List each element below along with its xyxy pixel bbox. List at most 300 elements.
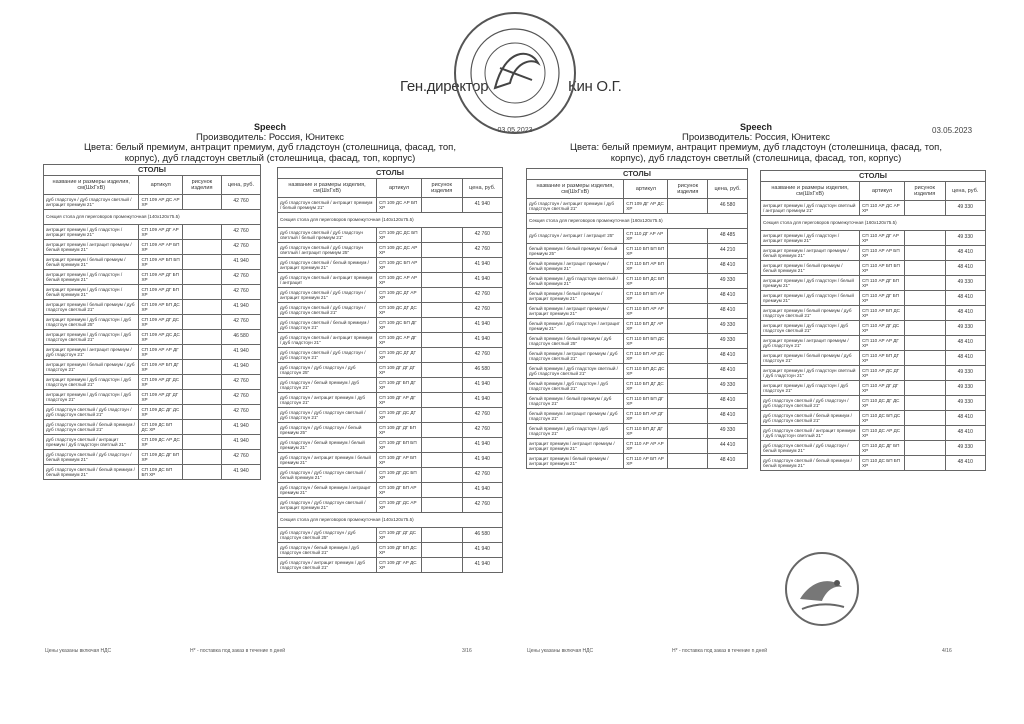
product-image (668, 439, 708, 454)
article-code: СП 109 ДГ ДГ ДС ХР (377, 528, 422, 543)
product-name: дуб гладстоун светлый / дуб гладстоун / антрацит премиум 21" (278, 288, 377, 303)
article-code: СП 109 ДС БП БП ХР (139, 465, 182, 480)
table-row (527, 394, 748, 409)
product-name: белый премиум / дуб гладстоун / дуб гладстоун светлый 21" (527, 379, 624, 394)
table-row (761, 381, 986, 396)
article-code: СП 110 БП АР БП ХР (624, 259, 668, 274)
product-name: антрацит премиум / дуб гладстоун светлый / дуб гладстоун 21" (761, 366, 860, 381)
table-row (44, 300, 261, 315)
section-label: Секция стола для переговоров промежуточная (160х120х75.5) (761, 216, 986, 231)
table-row (278, 468, 503, 483)
footer-order-note: Н* - поставка под заказ в течение n дней (672, 648, 768, 654)
table-row (278, 393, 503, 408)
table-row (527, 454, 748, 469)
article-code: СП 109 ДГ ДС БП ХР (377, 468, 422, 483)
article-code: СП 110 АР ДС АР ХР (860, 201, 905, 216)
section-label: Секция стола для переговоров промежуточная (160х120х75.5) (527, 214, 748, 229)
price: 41 940 (462, 558, 503, 573)
price: 49 330 (708, 424, 748, 439)
product-name: дуб гладстоун светлый / антрацит премиум / антрацит (278, 273, 377, 288)
product-image (905, 291, 946, 306)
price: 49 330 (945, 321, 986, 336)
table-row (761, 291, 986, 306)
product-name: дуб гладстоун светлый / антрацит премиум / белый премиум 21" (278, 198, 377, 213)
price-page-right (520, 122, 992, 662)
price-page-left (32, 122, 508, 662)
product-name: дуб гладстоун / антрацит премиум / белый премиум 21" (278, 453, 377, 468)
table-section-row (761, 216, 986, 231)
product-name: белый премиум / антрацит премиум / дуб гладстоун светлый 21" (527, 349, 624, 364)
article-code: СП 109 ДС ДГ ДС ХР (377, 303, 422, 318)
product-image (422, 258, 463, 273)
price: 42 760 (221, 375, 260, 390)
product-image (668, 334, 708, 349)
article-code: СП 109 ДГ БП ДС ХР (377, 543, 422, 558)
product-image (668, 454, 708, 469)
price: 42 760 (221, 315, 260, 330)
manufacturer-line: Производитель: Россия, Юнитекс (681, 131, 831, 143)
price: 49 330 (708, 319, 748, 334)
article-code: СП 109 АР ДГ ДГ ХР (139, 390, 182, 405)
price: 48 410 (708, 454, 748, 469)
table-section-row (44, 210, 261, 225)
price: 48 410 (708, 289, 748, 304)
document-date: 03.05.2023 (932, 126, 973, 135)
article-code: СП 109 ДС АР ДС ХР (139, 435, 182, 450)
price: 48 410 (708, 349, 748, 364)
product-image (422, 333, 463, 348)
article-code: СП 109 АР ДГ АР ХР (139, 225, 182, 240)
page-number: 3/16 (462, 648, 472, 654)
product-name: белый премиум / антрацит премиум / антрацит премиум 21" (527, 304, 624, 319)
product-name: дуб гладстоун светлый / белый премиум / дуб гладстоун 21" (278, 318, 377, 333)
table-row (761, 276, 986, 291)
article-code: СП 109 АР ДС АР ХР (139, 195, 182, 210)
product-name: дуб гладстоун светлый / антрацит премиум / дуб гладстоун светлый 21" (44, 435, 139, 450)
table-row (761, 261, 986, 276)
article-code: СП 110 АР ДГ АР ХР (860, 231, 905, 246)
price: 49 330 (945, 231, 986, 246)
article-code: СП 109 АР АР ДГ ХР (139, 345, 182, 360)
table-row (278, 258, 503, 273)
article-code: СП 110 ДС ДГ БП ХР (860, 441, 905, 456)
article-code: СП 109 ДГ АР БП ХР (377, 453, 422, 468)
product-name: антрацит премиум / дуб гладстоун / белый премиум 21" (761, 276, 860, 291)
product-name: дуб гладстоун / антрацит премиум / дуб гладстоун светлый 21" (527, 199, 624, 214)
product-image (422, 288, 463, 303)
brand-title: Speech (253, 122, 286, 132)
table-row (527, 244, 748, 259)
column-header: рисунок изделия (182, 176, 221, 195)
product-image (422, 243, 463, 258)
table-row (278, 273, 503, 288)
product-image (905, 306, 946, 321)
product-name: белый премиум / антрацит премиум / белый премиум 21" (527, 259, 624, 274)
product-image (668, 274, 708, 289)
product-name: дуб гладстоун / дуб гладстоун / дуб гладстоун светлый 25" (278, 528, 377, 543)
colors-line-1: Цвета: белый премиум, антрацит премиум, дуб гладстоун (столешница, фасад, топ, (84, 142, 456, 153)
article-code: СП 110 ДС ДГ ДС ХР (860, 396, 905, 411)
product-image (668, 199, 708, 214)
product-image (668, 244, 708, 259)
product-name: дуб гладстоун светлый / дуб гладстоун / дуб гладстоун светлый 21" (278, 303, 377, 318)
price: 49 330 (708, 334, 748, 349)
table-row (44, 420, 261, 435)
page-header (520, 122, 992, 164)
product-image (422, 438, 463, 453)
product-image (905, 231, 946, 246)
table-row (44, 360, 261, 375)
price: 48 410 (945, 246, 986, 261)
product-image (668, 229, 708, 244)
article-code: СП 110 БП БП ДГ ХР (624, 394, 668, 409)
product-name: дуб гладстоун светлый / дуб гладстоун / дуб гладстоун 21" (278, 348, 377, 363)
product-name: дуб гладстоун светлый / дуб гладстоун / белый премиум 21" (44, 450, 139, 465)
article-code: СП 110 БП ДС БП ХР (624, 274, 668, 289)
product-image (905, 366, 946, 381)
price: 48 410 (945, 336, 986, 351)
article-code: СП 109 ДС БП АР ХР (377, 258, 422, 273)
product-name: дуб гладстоун светлый / дуб гладстоун светлый / антрацит премиум 25" (278, 243, 377, 258)
article-code: СП 109 ДГ ДС ДГ ХР (377, 408, 422, 423)
price: 41 940 (462, 543, 503, 558)
product-image (422, 468, 463, 483)
article-code: СП 110 БП ДГ АР ХР (624, 319, 668, 334)
article-code: СП 109 ДГ ДС АР ХР (377, 498, 422, 513)
product-image (905, 261, 946, 276)
table-row (278, 228, 503, 243)
table-row (761, 426, 986, 441)
product-image (422, 273, 463, 288)
product-name: дуб гладстоун / антрацит премиум / дуб гладстоун 21" (278, 393, 377, 408)
article-code: СП 110 БП ДС ДС ХР (624, 364, 668, 379)
product-image (668, 259, 708, 274)
article-code: СП 110 АР АР БП ХР (860, 246, 905, 261)
table-row (278, 318, 503, 333)
price: 48 410 (708, 304, 748, 319)
price-table (760, 170, 986, 471)
price: 41 940 (462, 273, 503, 288)
table-row (44, 405, 261, 420)
product-name: антрацит премиум / белый премиум / дуб гладстоун 21" (761, 351, 860, 366)
product-name: дуб гладстоун / белый премиум / дуб гладстоун светлый 21" (278, 543, 377, 558)
product-image (422, 498, 463, 513)
product-name: дуб гладстоун / дуб гладстоун светлый / антрацит премиум 21" (278, 498, 377, 513)
table-section-row (278, 213, 503, 228)
product-image (905, 426, 946, 441)
table-section-row (278, 513, 503, 528)
article-code: СП 110 АР ДС ДГ ХР (860, 366, 905, 381)
product-image (182, 330, 221, 345)
table-row (527, 334, 748, 349)
column-header: название и размеры изделия, см(ШхГхВ) (527, 180, 624, 199)
product-image (905, 201, 946, 216)
article-code: СП 109 ДС ДГ ДС ХР (139, 405, 182, 420)
table-row (278, 348, 503, 363)
product-name: белый премиум / белый премиум / белый премиум 25" (527, 244, 624, 259)
price: 46 580 (462, 528, 503, 543)
product-image (182, 360, 221, 375)
product-name: антрацит премиум / антрацит премиум / дуб гладстоун 21" (44, 345, 139, 360)
product-image (182, 450, 221, 465)
product-name: антрацит премиум / белый премиум / белый премиум 21" (44, 255, 139, 270)
table-row (527, 364, 748, 379)
product-name: антрацит премиум / белый премиум / антрацит премиум 21" (527, 454, 624, 469)
article-code: СП 110 БП ДГ ДС ХР (624, 379, 668, 394)
table-row (44, 330, 261, 345)
price: 41 940 (221, 345, 260, 360)
price: 42 760 (221, 240, 260, 255)
article-code: СП 110 ДС АР ДС ХР (860, 426, 905, 441)
article-code: СП 109 ДГ АР ДГ ХР (377, 393, 422, 408)
article-code: СП 109 АР БП ДС ХР (139, 300, 182, 315)
table-row (44, 390, 261, 405)
article-code: СП 109 ДГ БП АР ХР (377, 483, 422, 498)
product-name: белый премиум / дуб гладстоун светлый / дуб гладстоун светлый 21" (527, 364, 624, 379)
table-row (278, 333, 503, 348)
product-name: антрацит премиум / дуб гладстоун / белый премиум 21" (761, 291, 860, 306)
article-code: СП 109 ДС ДГ БП ХР (139, 450, 182, 465)
price: 49 330 (945, 396, 986, 411)
price: 49 330 (708, 379, 748, 394)
table-row (761, 351, 986, 366)
article-code: СП 110 БП АР ДС ХР (624, 349, 668, 364)
table-row (527, 199, 748, 214)
product-name: дуб гладстоун / белый премиум / дуб гладстоун 21" (278, 378, 377, 393)
product-image (668, 349, 708, 364)
table-row (278, 453, 503, 468)
product-image (182, 465, 221, 480)
price: 41 940 (221, 465, 260, 480)
table-row (527, 259, 748, 274)
article-code: СП 109 ДГ АР ДС ХР (377, 558, 422, 573)
product-image (905, 441, 946, 456)
product-image (422, 378, 463, 393)
article-code: СП 109 АР ДГ БП ХР (139, 285, 182, 300)
product-name: антрацит премиум / антрацит премиум / антрацит премиум 21" (527, 439, 624, 454)
article-code: СП 109 ДС БП ДГ ХР (377, 318, 422, 333)
colors-line-2: корпус), дуб гладстоун светлый (столешница, фасад, топ, корпус) (124, 152, 416, 164)
table-row (527, 424, 748, 439)
column-header: артикул (139, 176, 182, 195)
product-name: дуб гладстоун светлый / дуб гладстоун / белый премиум 21" (761, 441, 860, 456)
product-image (182, 285, 221, 300)
product-image (422, 453, 463, 468)
product-image (182, 240, 221, 255)
price: 42 760 (462, 243, 503, 258)
article-code: СП 110 АР БП ДС ХР (860, 306, 905, 321)
product-image (182, 255, 221, 270)
product-name: антрацит премиум / дуб гладстоун / дуб гладстоун 21" (761, 381, 860, 396)
section-label: Секция стола для переговоров промежуточная (140х120х75.5) (278, 213, 503, 228)
product-image (668, 304, 708, 319)
table-row (278, 483, 503, 498)
price: 48 485 (708, 229, 748, 244)
article-code: СП 109 ДГ ДГ БП ХР (377, 423, 422, 438)
article-code: СП 109 ДС АР БП ХР (377, 198, 422, 213)
article-code: СП 110 ДС БП ДС ХР (860, 411, 905, 426)
product-image (182, 195, 221, 210)
table-row (527, 304, 748, 319)
article-code: СП 109 ДГ АР ДС ХР (624, 199, 668, 214)
footer-vat-note: Цены указаны включая НДС (527, 648, 594, 654)
column-header: название и размеры изделия, см(ШхГхВ) (278, 179, 377, 198)
table-header-row (761, 182, 986, 201)
price: 42 760 (221, 270, 260, 285)
product-name: антрацит премиум / дуб гладстоун / антрацит премиум 21" (761, 231, 860, 246)
product-image (422, 408, 463, 423)
article-code: СП 109 ДГ БП ДГ ХР (377, 378, 422, 393)
price: 41 940 (462, 378, 503, 393)
product-name: дуб гладстоун / дуб гладстоун / белый премиум 25" (278, 423, 377, 438)
price: 48 410 (708, 409, 748, 424)
price-table (526, 168, 748, 469)
table-title: СТОЛЫ (527, 169, 748, 180)
stamp-date: 03.05.2023 (497, 127, 533, 134)
product-name: дуб гладстоун светлый / белый премиум / дуб гладстоун светлый 21" (761, 411, 860, 426)
table-title: СТОЛЫ (278, 168, 503, 179)
price: 42 760 (221, 405, 260, 420)
table-row (278, 543, 503, 558)
product-image (422, 228, 463, 243)
table-row (761, 396, 986, 411)
product-image (905, 246, 946, 261)
article-code: СП 110 БП АР ДГ ХР (624, 409, 668, 424)
page-header (32, 122, 508, 164)
article-code: СП 110 АР АР АР ХР (624, 439, 668, 454)
price-table (43, 164, 261, 480)
price: 44 210 (708, 244, 748, 259)
article-code: СП 110 ДГ АР АР ХР (624, 229, 668, 244)
table-row (44, 465, 261, 480)
product-name: дуб гладстоун светлый / антрацит премиум / дуб гладстоун 21" (278, 333, 377, 348)
column-header: цена, руб. (945, 182, 986, 201)
price: 41 940 (462, 393, 503, 408)
product-name: дуб гладстоун / дуб гладстоун / дуб гладстоун 25" (278, 363, 377, 378)
price: 46 580 (708, 199, 748, 214)
price: 41 940 (462, 483, 503, 498)
article-code: СП 110 ДС БП БП ХР (860, 456, 905, 471)
table-row (527, 409, 748, 424)
price: 49 330 (945, 381, 986, 396)
bird-stamp-icon (782, 549, 862, 629)
article-code: СП 109 ДС ДГ ДГ ХР (377, 348, 422, 363)
product-image (668, 379, 708, 394)
table-row (527, 439, 748, 454)
product-image (668, 424, 708, 439)
article-code: СП 109 АР ДГ БП ХР (139, 270, 182, 285)
article-code: СП 109 АР БП БП ХР (139, 255, 182, 270)
table-header-row (278, 179, 503, 198)
product-name: антрацит премиум / белый премиум / дуб гладстоун 21" (44, 360, 139, 375)
product-image (668, 409, 708, 424)
product-name: дуб гладстоун / белый премиум / антрацит премиум 21" (278, 483, 377, 498)
article-code: СП 109 ДС ДС БП ХР (377, 228, 422, 243)
table-row (44, 270, 261, 285)
company-stamp-icon (450, 8, 580, 138)
table-row (761, 321, 986, 336)
product-name: антрацит премиум / белый премиум / дуб гладстоун светлый 21" (761, 306, 860, 321)
column-header: артикул (860, 182, 905, 201)
product-image (422, 363, 463, 378)
price: 42 760 (462, 303, 503, 318)
product-image (905, 276, 946, 291)
article-code: СП 110 БП ДГ ДГ ХР (624, 424, 668, 439)
price: 48 410 (945, 306, 986, 321)
product-name: антрацит премиум / антрацит премиум / белый премиум 21" (44, 240, 139, 255)
price: 41 940 (462, 333, 503, 348)
table-row (761, 201, 986, 216)
table-row (278, 288, 503, 303)
colors-line-2: корпус), дуб гладстоун светлый (столешница, фасад, топ, корпус) (610, 152, 902, 164)
table-row (278, 528, 503, 543)
table-title: СТОЛЫ (44, 165, 261, 176)
price: 41 940 (462, 318, 503, 333)
column-header: цена, руб. (462, 179, 503, 198)
product-image (422, 393, 463, 408)
product-name: антрацит премиум / дуб гладстоун / белый премиум 21" (44, 270, 139, 285)
product-name: дуб гладстоун светлый / белый премиум / белый премиум 21" (44, 465, 139, 480)
product-image (182, 420, 221, 435)
product-image (668, 394, 708, 409)
table-row (44, 435, 261, 450)
price-table (277, 167, 503, 573)
price: 46 580 (462, 363, 503, 378)
table-row (44, 450, 261, 465)
article-code: СП 109 АР ДГ ДС ХР (139, 375, 182, 390)
table-row (527, 349, 748, 364)
director-title: Ген.директор (400, 78, 489, 95)
product-name: дуб гладстоун светлый / дуб гладстоун / дуб гладстоун светлый 21" (761, 396, 860, 411)
price: 41 940 (221, 255, 260, 270)
price: 46 580 (221, 330, 260, 345)
table-row (278, 408, 503, 423)
product-image (905, 336, 946, 351)
article-code: СП 110 АР БП ДГ ХР (860, 351, 905, 366)
product-name: белый премиум / дуб гладстоун / антрацит премиум 21" (527, 319, 624, 334)
table-row (44, 345, 261, 360)
table-row (44, 240, 261, 255)
article-code: СП 110 БП БП БП ХР (624, 244, 668, 259)
footer-order-note: Н* - поставка под заказ в течение n дней (190, 648, 286, 654)
price: 42 760 (221, 225, 260, 240)
price: 41 940 (462, 198, 503, 213)
article-code: СП 109 ДС ДС АР ХР (377, 243, 422, 258)
table-row (278, 363, 503, 378)
product-image (422, 348, 463, 363)
product-image (182, 405, 221, 420)
product-image (182, 435, 221, 450)
price: 42 760 (221, 390, 260, 405)
article-code: СП 109 ДС АР ДГ ХР (377, 333, 422, 348)
price: 41 940 (221, 435, 260, 450)
product-name: дуб гладстоун светлый / дуб гладстоун / дуб гладстоун светлый 21" (44, 405, 139, 420)
table-row (278, 303, 503, 318)
product-name: антрацит премиум / дуб гладстоун / дуб гладстоун 21" (44, 390, 139, 405)
table-row (278, 378, 503, 393)
product-image (905, 351, 946, 366)
manufacturer-line: Производитель: Россия, Юнитекс (195, 131, 345, 143)
section-label: Секция стола для переговоров промежуточная (140х120х75.5) (44, 210, 261, 225)
price: 44 410 (708, 439, 748, 454)
table-row (761, 456, 986, 471)
product-name: антрацит премиум / дуб гладстоун / дуб гладстоун светлый 21" (761, 321, 860, 336)
price: 42 760 (462, 498, 503, 513)
product-name: дуб гладстоун светлый / антрацит премиум / дуб гладстоун светлый 21" (761, 426, 860, 441)
product-name: антрацит премиум / белый премиум / белый премиум 21" (761, 261, 860, 276)
product-name: антрацит премиум / дуб гладстоун / белый премиум 21" (44, 285, 139, 300)
product-image (182, 345, 221, 360)
